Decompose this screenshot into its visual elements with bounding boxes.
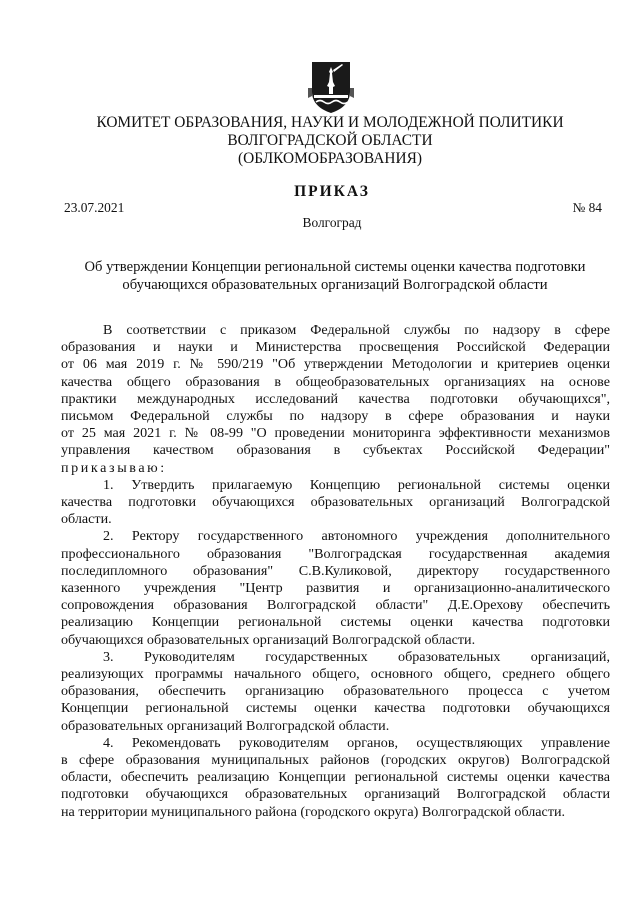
- order-city: Волгоград: [302, 215, 362, 230]
- item-1-line: 1. Утвердить прилагаемую Концепцию региональной системы оценки: [103, 476, 610, 493]
- order-body: [61, 322, 610, 821]
- item-4-line: области, обеспечить реализацию Концепции региональной системы оценки качества: [61, 769, 610, 786]
- item-3-line: 3. Руководителям государственных образовательных организаций,: [103, 648, 610, 665]
- committee-name: [60, 114, 600, 168]
- item-1-line: области.: [61, 511, 112, 528]
- item-2-line: реализацию Концепции региональной системы оценки качества подготовки: [61, 614, 610, 631]
- item-2-line: казенного учреждения "Центр развития и организационно-аналитического: [61, 580, 610, 597]
- item-2-line: профессионального образования "Волгоградская государственная академия: [61, 545, 610, 562]
- item-3-line: образовательных организаций Волгоградской области.: [61, 717, 390, 734]
- item-1-line: качества подготовки обучающихся образовательных организаций Волгоградской: [61, 494, 610, 511]
- order-number: № 84: [572, 200, 602, 215]
- committee-line: (ОБЛКОМОБРАЗОВАНИЯ): [238, 150, 422, 167]
- item-2-line: обучающихся образовательных организаций Волгоградской области.: [61, 631, 476, 648]
- order-date: 23.07.2021: [64, 200, 125, 215]
- preamble-line: В соответствии с приказом Федеральной службы по надзору в сфере: [103, 322, 610, 338]
- item-2-line: 2. Ректору государственного автономного учреждения дополнительного: [103, 528, 610, 545]
- volgograd-oblast-coat-of-arms-icon: [304, 58, 358, 114]
- item-2-line: последипломного образования" С.В.Куликовой, директору государственного: [61, 562, 610, 579]
- preamble-line: управления качеством образования в субъектах Российской Федерации": [61, 442, 610, 459]
- subject-line: обучающихся образовательных организаций Волгоградской области: [122, 276, 548, 293]
- order-title: ПРИКАЗ: [294, 183, 370, 200]
- preamble-line: письмом Федеральной службы по надзору в сфере образования и науки: [61, 408, 610, 425]
- order-subject: [40, 259, 630, 294]
- prikazyvayu-word: приказываю:: [61, 459, 167, 476]
- committee-line: КОМИТЕТ ОБРАЗОВАНИЯ, НАУКИ И МОЛОДЕЖНОЙ ПОЛИТИКИ: [96, 114, 564, 131]
- item-4-line: в сфере образования муниципальных районов (городских округов) Волгоградской: [61, 752, 610, 769]
- item-2-line: сопровождения образования Волгоградской области" Д.Е.Орехову обеспечить: [61, 597, 610, 614]
- preamble-line: от 06 мая 2019 г. № 590/219 "Об утверждении Методологии и критериев оценки: [61, 356, 610, 373]
- item-3-line: образования, обеспечить организацию образовательного процесса с учетом: [61, 683, 610, 700]
- item-3-line: реализующих программы начального общего, основного общего, среднего общего: [61, 666, 610, 683]
- committee-line: ВОЛГОГРАДСКОЙ ОБЛАСТИ: [227, 132, 433, 149]
- item-4-line: на территории муниципального района (городского округа) Волгоградской области.: [61, 803, 566, 820]
- item-4-line: подготовки обучающихся образовательных организаций Волгоградской области: [61, 786, 610, 803]
- item-4-line: 4. Рекомендовать руководителям органов, осуществляющих управление: [103, 734, 610, 751]
- preamble-line: образования и науки и Министерства просвещения Российской Федерации: [61, 339, 610, 356]
- preamble-line: от 25 мая 2021 г. № 08-99 "О проведении мониторинга эффективности механизмов: [61, 425, 610, 442]
- preamble-line: качества общего образования в общеобразовательных организациях на основе: [61, 373, 610, 390]
- item-3-line: Концепции региональной системы оценки качества подготовки обучающихся: [61, 700, 610, 717]
- subject-line: Об утверждении Концепции региональной системы оценки качества подготовки: [84, 259, 586, 275]
- preamble-line: практики международных исследований качества подготовки обучающихся",: [61, 390, 610, 407]
